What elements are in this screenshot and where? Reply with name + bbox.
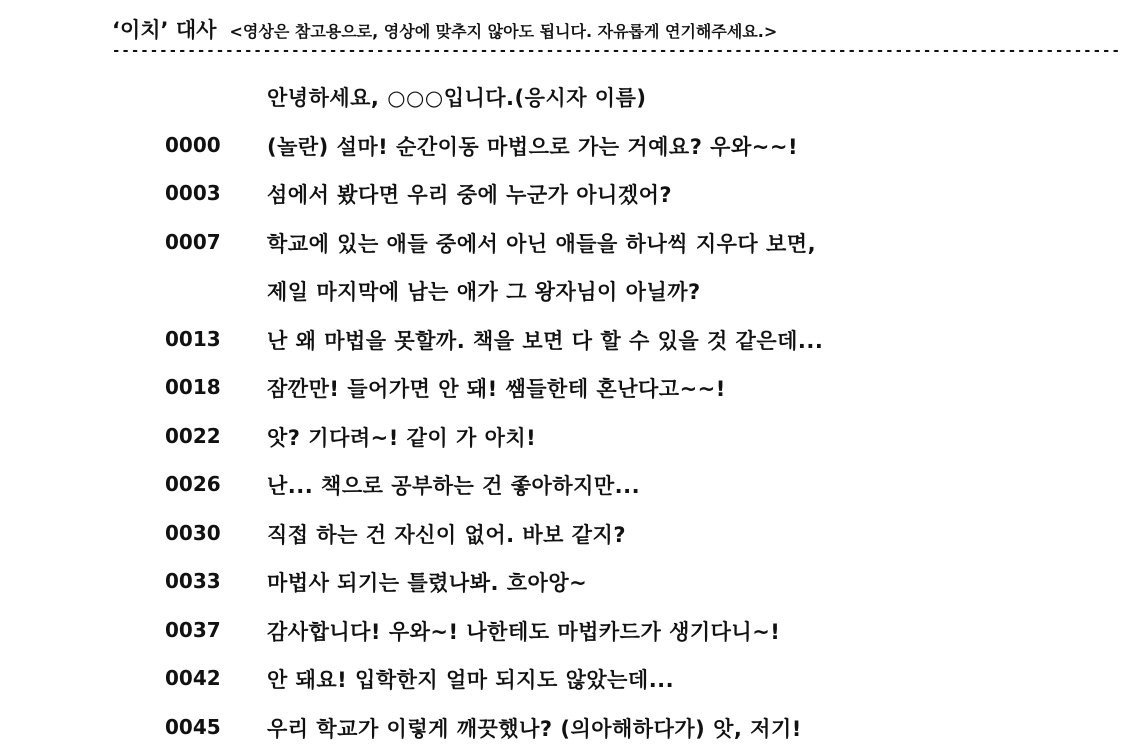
dialogue-text: 앗? 기다려~! 같이 가 아치!: [267, 425, 537, 450]
dialogue-line: [0, 654, 1100, 703]
dialogue-text: 감사합니다! 우와~! 나한테도 마법카드가 생기다니~!: [267, 619, 781, 644]
timecode: 0045: [165, 714, 221, 739]
dialogue-line: [0, 557, 1100, 606]
dialogue-list: [0, 72, 1100, 751]
timecode: 0003: [165, 181, 221, 205]
dialogue-text: 마법사 되기는 틀렸나봐. 흐아앙~: [267, 571, 588, 595]
dialogue-line: [0, 72, 1100, 121]
timecode: 0007: [165, 229, 221, 254]
dialogue-text: (놀란) 설마! 순간이동 마법으로 가는 거예요? 우와~~!: [267, 134, 799, 159]
dialogue-text: 안녕하세요, ○○○입니다.(응시자 이름): [267, 86, 647, 110]
dialogue-line: [0, 266, 1100, 315]
dialogue-text: 직접 하는 건 자신이 없어. 바보 같지?: [267, 522, 627, 547]
timecode: 0026: [165, 472, 221, 496]
dialogue-text: 난 왜 마법을 못할까. 책을 보면 다 할 수 있을 것 같은데...: [267, 328, 824, 353]
dialogue-text: 잠깐만! 들어가면 안 돼! 쌤들한테 혼난다고~~!: [267, 377, 726, 401]
dialogue-text: 안 돼요! 입학한지 얼마 되지도 않았는데...: [267, 668, 675, 692]
dialogue-text: 제일 마지막에 남는 애가 그 왕자님이 아닐까?: [267, 280, 701, 304]
timecode: 0037: [165, 617, 221, 642]
dialogue-line: [0, 315, 1100, 364]
timecode: 0033: [165, 569, 221, 593]
reference-note: <영상은 참고용으로, 영상에 맞추지 않아도 됩니다. 자유롭게 연기해주세요.>: [229, 22, 778, 41]
dialogue-text: 난... 책으로 공부하는 건 좋아하지만...: [267, 474, 641, 498]
script-header: [112, 14, 992, 44]
dialogue-line: [0, 606, 1100, 655]
timecode: 0000: [165, 132, 221, 157]
dialogue-line: [0, 412, 1100, 461]
timecode: 0022: [165, 423, 221, 448]
dialogue-line: [0, 703, 1100, 752]
dialogue-line: [0, 218, 1100, 267]
character-title: ‘이치’ 대사: [112, 18, 217, 42]
dialogue-line: [0, 169, 1100, 218]
dialogue-line: [0, 460, 1100, 509]
timecode: 0018: [165, 375, 221, 399]
timecode: 0042: [165, 666, 221, 690]
timecode: 0013: [165, 326, 221, 351]
dialogue-text: 학교에 있는 애들 중에서 아닌 애들을 하나씩 지우다 보면,: [267, 231, 817, 256]
dialogue-line: [0, 121, 1100, 170]
dashed-divider: -----------------------------------------------------------------------------------------------------------: [112, 43, 1121, 59]
timecode: 0030: [165, 520, 221, 545]
dialogue-text: 우리 학교가 이렇게 깨끗했나? (의아해하다가) 앗, 저기!: [267, 716, 802, 741]
dialogue-line: [0, 363, 1100, 412]
dialogue-text: 섬에서 봤다면 우리 중에 누군가 아니겠어?: [267, 183, 673, 207]
dialogue-line: [0, 509, 1100, 558]
